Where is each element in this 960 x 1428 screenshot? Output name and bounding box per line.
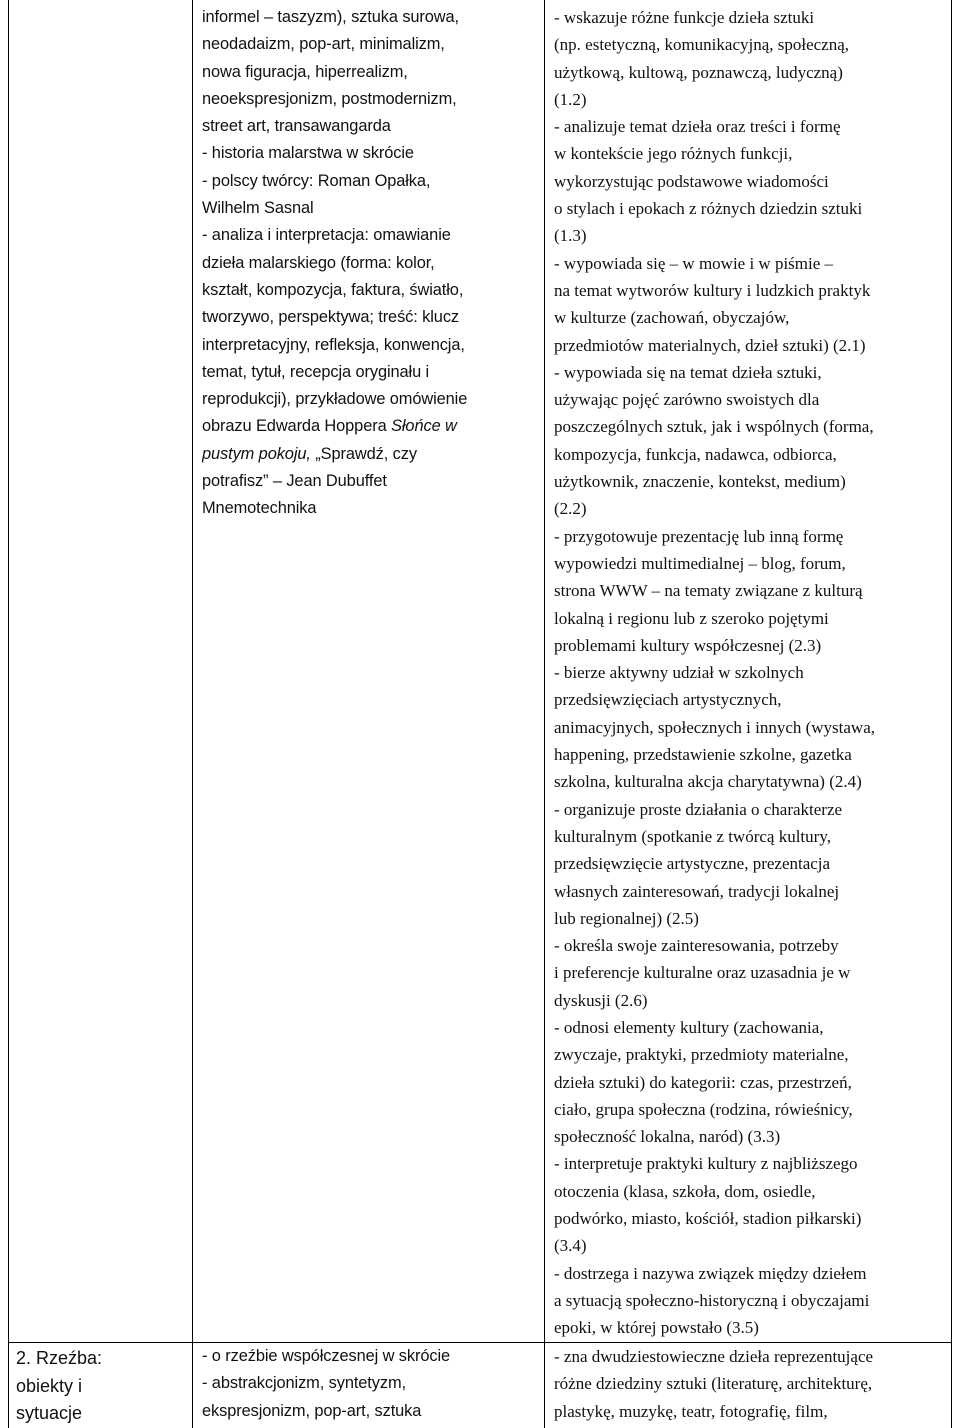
requirement-line: (3.4) xyxy=(554,1236,587,1256)
content-line-hopper xyxy=(202,413,542,440)
requirement-line: zwyczaje, praktyki, przedmioty materialne, xyxy=(554,1045,849,1065)
requirement-line: dzieła sztuki) do kategorii: czas, przestrzeń, xyxy=(554,1072,852,1092)
requirement-line: otoczenia (klasa, szkoła, dom, osiedle, xyxy=(554,1181,816,1201)
requirement-line: przedsięwzięciach artystycznych, xyxy=(554,690,782,710)
table-divider-col2 xyxy=(544,0,545,1428)
content-line: - historia malarstwa w skrócie xyxy=(202,144,414,163)
content-line: - analiza i interpretacja: omawianie xyxy=(202,226,451,245)
requirement-line: szkolna, kulturalna akcja charytatywna) (2.4) xyxy=(554,772,862,792)
requirement-line: w kulturze (zachowań, obyczajów, xyxy=(554,308,790,328)
requirement-line: animacyjnych, społecznych i innych (wystawa, xyxy=(554,717,876,737)
requirement-line: - zna dwudziestowieczne dzieła reprezentujące xyxy=(554,1347,874,1366)
row2-requirements-cell xyxy=(554,1343,950,1425)
requirement-line: - wypowiada się – w mowie i w piśmie – xyxy=(554,253,834,273)
content-line: informel – taszyzm), sztuka surowa, xyxy=(202,8,460,26)
requirement-line: kulturalnym (spotkanie z twórcą kultury, xyxy=(554,826,831,846)
content-line: interpretacyjny, refleksja, konwencja, xyxy=(202,335,465,354)
requirement-line: - bierze aktywny udział w szkolnych xyxy=(554,663,804,683)
requirement-line: - dostrzega i nazywa związek między dziełem xyxy=(554,1263,867,1283)
row2-content-cell xyxy=(202,1343,542,1425)
requirement-line: - odnosi elementy kultury (zachowania, xyxy=(554,1017,824,1037)
content-line: tworzywo, perspektywa; treść: klucz xyxy=(202,308,460,327)
content-line: Mnemotechnika xyxy=(202,499,317,518)
requirement-line: strona WWW – na tematy związane z kulturą xyxy=(554,581,863,601)
requirement-line: przedmiotów materialnych, dzieł sztuki) (2.1) xyxy=(554,335,866,355)
requirement-line: problemami kultury współczesnej (2.3) xyxy=(554,635,822,655)
requirement-line: - przygotowuje prezentację lub inną formę xyxy=(554,526,844,546)
content-line: - polscy twórcy: Roman Opałka, xyxy=(202,171,431,190)
content-line: nowa figuracja, hiperrealizm, xyxy=(202,62,408,81)
requirement-line: własnych zainteresowań, tradycji lokalnej xyxy=(554,881,840,901)
content-line: dzieła malarskiego (forma: kolor, xyxy=(202,253,435,272)
requirement-line: w kontekście jego różnych funkcji, xyxy=(554,144,793,164)
requirement-line: użytkową, kultową, poznawczą, ludyczną) xyxy=(554,62,843,82)
requirement-line: - organizuje proste działania o charakterze xyxy=(554,799,843,819)
content-line-dubuffet xyxy=(202,441,542,468)
requirement-line: plastykę, muzykę, teatr, fotografię, film, xyxy=(554,1401,828,1421)
content-line: neoekspresjonizm, postmodernizm, xyxy=(202,89,457,108)
artwork-title-part1: Słońce w xyxy=(391,417,457,436)
requirement-line: dyskusji (2.6) xyxy=(554,990,648,1010)
requirement-line: ciało, grupa społeczna (rodzina, rówieśnicy, xyxy=(554,1099,853,1119)
requirement-line: happening, przedstawienie szkolne, gazetka xyxy=(554,745,852,765)
content-line: Wilhelm Sasnal xyxy=(202,199,314,218)
requirement-line: poszczególnych sztuk, jak i wspólnych (forma, xyxy=(554,417,874,437)
content-line: reprodukcji), przykładowe omówienie xyxy=(202,390,468,409)
requirement-line: wykorzystując podstawowe wiadomości xyxy=(554,171,829,191)
requirement-line: - analizuje temat dzieła oraz treści i formę xyxy=(554,117,841,137)
requirement-line: przedsięwzięcie artystyczne, prezentacja xyxy=(554,854,831,874)
topic-label-line: sytuacje xyxy=(16,1403,83,1423)
content-text: obrazu Edwarda Hoppera xyxy=(202,417,387,436)
topic-label-line: obiekty i xyxy=(16,1375,83,1396)
requirement-line: lub regionalnej) (2.5) xyxy=(554,908,699,928)
content-line: ekspresjonizm, pop-art, sztuka xyxy=(202,1401,422,1420)
row1-content-cell xyxy=(202,4,542,523)
table-divider-col1 xyxy=(192,0,193,1428)
requirement-line: (np. estetyczną, komunikacyjną, społeczną, xyxy=(554,35,850,55)
row2-topic-cell xyxy=(16,1345,190,1428)
requirement-line: (2.2) xyxy=(554,499,587,519)
requirement-line: używając pojęć zarówno swoistych dla xyxy=(554,390,820,410)
table-border-right xyxy=(951,0,952,1428)
content-line: kształt, kompozycja, faktura, światło, xyxy=(202,280,464,299)
content-line: street art, transawangarda xyxy=(202,117,391,136)
content-line: - abstrakcjonizm, syntetyzm, xyxy=(202,1374,406,1393)
requirement-line: (1.2) xyxy=(554,89,587,109)
requirement-line: - interpretuje praktyki kultury z najbliższego xyxy=(554,1154,858,1174)
row1-requirements-cell xyxy=(554,4,950,1342)
requirement-line: a sytuacją społeczno-historyczną i obyczajami xyxy=(554,1290,870,1310)
requirement-line: - wskazuje różne funkcje dzieła sztuki xyxy=(554,8,815,27)
requirement-line: użytkownik, znaczenie, kontekst, medium) xyxy=(554,472,846,492)
requirement-line: różne dziedziny sztuki (literaturę, architekturę, xyxy=(554,1374,873,1394)
table-border-left xyxy=(8,0,9,1428)
requirement-line: lokalną i regionu lub z szeroko pojętymi xyxy=(554,608,829,628)
requirement-line: kompozycja, funkcja, nadawca, odbiorca, xyxy=(554,444,837,464)
requirement-line: (1.3) xyxy=(554,226,587,246)
requirement-line: epoki, w której powstało (3.5) xyxy=(554,1318,759,1338)
content-line: - o rzeźbie współczesnej w skrócie xyxy=(202,1347,451,1365)
requirement-line: społeczność lokalna, naród) (3.3) xyxy=(554,1127,781,1147)
requirement-line: podwórko, miasto, kościół, stadion piłkarski) xyxy=(554,1209,862,1229)
artwork-title-part2: pustym pokoju, xyxy=(202,444,311,463)
requirement-line: - określa swoje zainteresowania, potrzeby xyxy=(554,936,839,956)
topic-label-line: 2. Rzeźba: xyxy=(16,1348,103,1368)
requirement-line: wypowiedzi multimedialnej – blog, forum, xyxy=(554,553,846,573)
requirement-line: - wypowiada się na temat dzieła sztuki, xyxy=(554,362,822,382)
content-line: neodadaizm, pop-art, minimalizm, xyxy=(202,35,445,54)
requirement-line: i preferencje kulturalne oraz uzasadnia je w xyxy=(554,963,851,983)
content-line: potrafisz” – Jean Dubuffet xyxy=(202,472,387,491)
content-line: temat, tytuł, recepcja oryginału i xyxy=(202,362,430,381)
requirement-line: o stylach i epokach z różnych dziedzin sztuki xyxy=(554,199,863,219)
requirement-line: na temat wytworów kultury i ludzkich praktyk xyxy=(554,280,871,300)
artwork-quote: „Sprawdź, czy xyxy=(310,444,417,463)
